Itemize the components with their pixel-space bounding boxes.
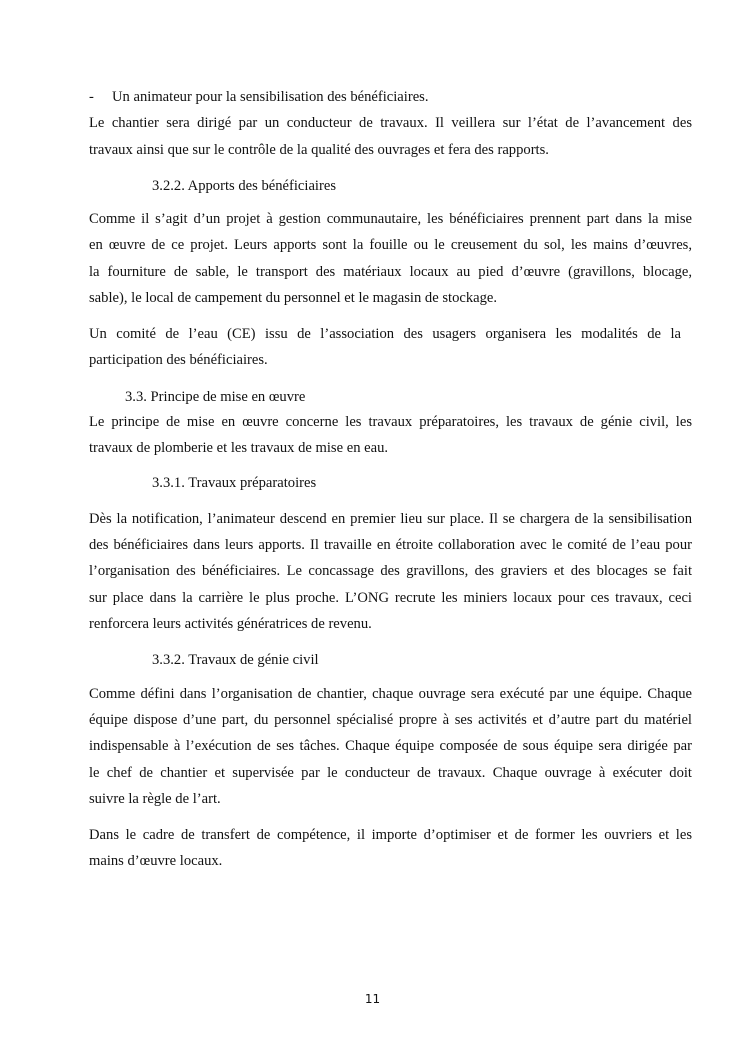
text-line: des bénéficiaires dans leurs apports. Il travaille en étroite collaboration avec le comité de l’eau pour: [89, 537, 692, 553]
heading-3-2-2: 3.2.2. Apports des bénéficiaires: [152, 178, 336, 194]
text-line: sur place dans la carrière le plus proche. L’ONG recrute les miniers locaux pour ces travaux, ceci: [89, 590, 692, 606]
text-line: Le chantier sera dirigé par un conducteur de travaux. Il veillera sur l’état de l’avancement des: [89, 115, 692, 131]
bullet-dash: -: [89, 89, 94, 105]
text-line: la fourniture de sable, le transport des matériaux locaux au pied d’œuvre (gravillons, blocage,: [89, 264, 692, 280]
text-line: Le principe de mise en œuvre concerne les travaux préparatoires, les travaux de génie civil, les: [89, 414, 692, 430]
heading-3-3-1: 3.3.1. Travaux préparatoires: [152, 475, 317, 491]
text-line: sable), le local de campement du personnel et le magasin de stockage.: [89, 290, 498, 306]
text-line: indispensable à l’exécution de ses tâches. Chaque équipe composée de sous équipe sera dirigée par: [89, 738, 692, 754]
page-number: 11: [364, 992, 381, 1006]
text-line: travaux de plomberie et les travaux de mise en eau.: [89, 440, 389, 456]
heading-3-3-2: 3.3.2. Travaux de génie civil: [152, 652, 319, 668]
text-line: l’organisation des bénéficiaires. Le concassage des gravillons, des graviers et des blocages se fait: [89, 563, 692, 579]
text-line: équipe dispose d’une part, du personnel spécialisé propre à ses activités et d’autre part du matériel: [89, 712, 692, 728]
text-line: Un comité de l’eau (CE) issu de l’association des usagers organisera les modalités de la: [89, 326, 681, 342]
bullet-animateur: Un animateur pour la sensibilisation des bénéficiaires.: [112, 89, 429, 105]
text-line: en œuvre de ce projet. Leurs apports sont la fouille ou le creusement du sol, les mains d’œuvres,: [89, 237, 692, 253]
heading-3-3: 3.3. Principe de mise en œuvre: [125, 389, 306, 405]
text-line: Dans le cadre de transfert de compétence, il importe d’optimiser et de former les ouvriers et les: [89, 827, 692, 843]
text-line: Comme défini dans l’organisation de chantier, chaque ouvrage sera exécuté par une équipe. Chaque: [89, 686, 692, 702]
text-line: le chef de chantier et supervisée par le conducteur de travaux. Chaque ouvrage à exécuter doit: [89, 765, 692, 781]
text-line: travaux ainsi que sur le contrôle de la qualité des ouvrages et fera des rapports.: [89, 142, 549, 158]
text-line: Comme il s’agit d’un projet à gestion communautaire, les bénéficiaires prennent part dans la mise: [89, 211, 692, 227]
text-line: renforcera leurs activités génératrices de revenu.: [89, 616, 372, 632]
text-line: mains d’œuvre locaux.: [89, 853, 223, 869]
text-line: Dès la notification, l’animateur descend en premier lieu sur place. Il se chargera de la sensibilisation: [89, 511, 692, 527]
text-line: suivre la règle de l’art.: [89, 791, 221, 807]
text-line: participation des bénéficiaires.: [89, 352, 268, 368]
